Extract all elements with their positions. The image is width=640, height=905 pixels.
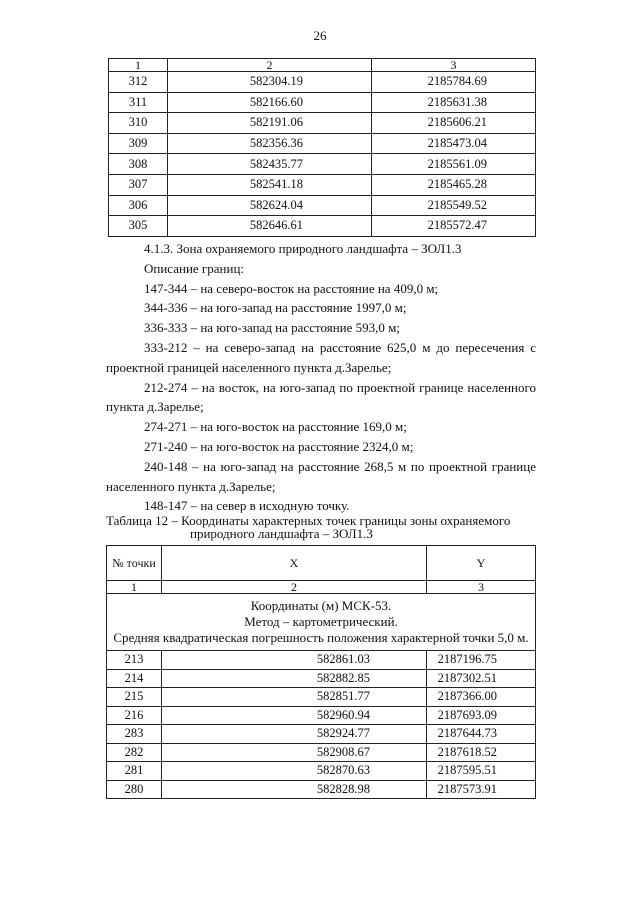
table-row	[109, 133, 536, 154]
point-number: 282	[107, 743, 162, 762]
point-number: 310	[109, 113, 168, 134]
boundary-item: 271-240 – на юго-восток на расстояние 2324,0 м;	[144, 438, 414, 454]
boundary-item: 344-336 – на юго-запад на расстояние 1997,0 м;	[144, 300, 407, 316]
table-row	[107, 780, 536, 799]
table-row	[109, 195, 536, 216]
table-row	[107, 725, 536, 744]
y-coordinate: 2187618.52	[427, 743, 536, 762]
boundary-item: 333-212 – на северо-запад на расстояние 625,0 м до пересечения с проектной границей населенного пункта д.Зарелье;	[106, 339, 536, 375]
note-line: Средняя квадратическая погрешность положения характерной точки 5,0 м.	[113, 630, 529, 645]
y-coordinate: 2185473.04	[372, 133, 536, 154]
boundary-label: Описание границ:	[144, 260, 245, 276]
point-number: 216	[107, 706, 162, 725]
table-row	[107, 762, 536, 781]
x-coordinate: 582870.63	[162, 762, 427, 781]
caption-line: природного ландшафта – ЗОЛ1.3	[190, 526, 373, 541]
column-number-row	[107, 581, 536, 594]
table-header-row	[107, 546, 536, 581]
x-coordinate: 582191.06	[168, 113, 372, 134]
table-row	[107, 669, 536, 688]
y-coordinate: 2185561.09	[372, 154, 536, 175]
table-header-row	[109, 59, 536, 72]
coordinates-table	[106, 545, 536, 799]
y-coordinate: 2185572.47	[372, 216, 536, 237]
header-cell: 3	[372, 59, 536, 72]
x-coordinate: 582861.03	[162, 651, 427, 670]
y-coordinate: 2185606.21	[372, 113, 536, 134]
x-coordinate: 582851.77	[162, 688, 427, 707]
point-number: 307	[109, 174, 168, 195]
boundary-item: 274-271 – на юго-восток на расстояние 169,0 м;	[144, 419, 407, 435]
section-title: 4.1.3. Зона охраняемого природного ландшафта – ЗОЛ1.3	[144, 241, 462, 256]
table-note	[107, 594, 536, 651]
column-number: 2	[162, 581, 427, 594]
table-note-row	[107, 594, 536, 651]
y-coordinate: 2185549.52	[372, 195, 536, 216]
point-number: 311	[109, 92, 168, 113]
table-row	[107, 743, 536, 762]
point-number: 214	[107, 669, 162, 688]
x-coordinate: 582882.85	[162, 669, 427, 688]
point-number: 280	[107, 780, 162, 799]
x-coordinate: 582646.61	[168, 216, 372, 237]
y-coordinate: 2187644.73	[427, 725, 536, 744]
point-number: 305	[109, 216, 168, 237]
column-number: 1	[107, 581, 162, 594]
y-column-header: Y	[427, 546, 536, 581]
y-coordinate: 2187302.51	[427, 669, 536, 688]
y-coordinate: 2187573.91	[427, 780, 536, 799]
table-row	[109, 174, 536, 195]
x-coordinate: 582960.94	[162, 706, 427, 725]
point-number: 312	[109, 72, 168, 93]
x-coordinate: 582828.98	[162, 780, 427, 799]
y-coordinate: 2187693.09	[427, 706, 536, 725]
note-line: Метод – картометрический.	[244, 614, 398, 629]
y-coordinate: 2185784.69	[372, 72, 536, 93]
table-row	[107, 688, 536, 707]
point-number: 213	[107, 651, 162, 670]
page-number: 26	[313, 28, 327, 43]
boundary-item: 240-148 – на юго-запад на расстояние 268,5 м по проектной границе населенного пункта д.Зарелье;	[106, 458, 536, 494]
point-number: 306	[109, 195, 168, 216]
x-coordinate: 582304.19	[168, 72, 372, 93]
y-coordinate: 2185631.38	[372, 92, 536, 113]
boundary-item: 147-344 – на северо-восток на расстояние на 409,0 м;	[144, 280, 439, 296]
x-coordinate: 582924.77	[162, 725, 427, 744]
point-number: 283	[107, 725, 162, 744]
column-number: 3	[427, 581, 536, 594]
y-coordinate: 2187595.51	[427, 762, 536, 781]
table-row	[107, 651, 536, 670]
table-row	[109, 72, 536, 93]
boundary-item: 148-147 – на север в исходную точку.	[144, 498, 350, 514]
table-caption	[106, 514, 576, 540]
boundary-item: 212-274 – на восток, на юго-запад по проектной границе населенного пункта д.Зарелье;	[106, 379, 536, 415]
y-coordinate: 2185465.28	[372, 174, 536, 195]
x-coordinate: 582166.60	[168, 92, 372, 113]
zone-description	[106, 239, 536, 516]
point-number: 308	[109, 154, 168, 175]
table-row	[109, 92, 536, 113]
x-coordinate: 582435.77	[168, 154, 372, 175]
x-coordinate: 582356.36	[168, 133, 372, 154]
table-row	[107, 706, 536, 725]
table-row	[109, 216, 536, 237]
table-row	[109, 113, 536, 134]
caption-line: Таблица 12 – Координаты характерных точек границы зоны охраняемого	[106, 513, 511, 528]
point-column-header: № точки	[107, 546, 162, 581]
header-cell: 2	[168, 59, 372, 72]
header-cell: 1	[109, 59, 168, 72]
x-coordinate: 582624.04	[168, 195, 372, 216]
x-coordinate: 582908.67	[162, 743, 427, 762]
x-column-header: X	[162, 546, 427, 581]
y-coordinate: 2187366.00	[427, 688, 536, 707]
boundary-item: 336-333 – на юго-запад на расстояние 593,0 м;	[144, 320, 400, 336]
point-number: 215	[107, 688, 162, 707]
point-number: 309	[109, 133, 168, 154]
y-coordinate: 2187196.75	[427, 651, 536, 670]
table-row	[109, 154, 536, 175]
coordinates-table-continued	[108, 58, 536, 237]
note-line: Координаты (м) МСК-53.	[250, 598, 392, 613]
x-coordinate: 582541.18	[168, 174, 372, 195]
point-number: 281	[107, 762, 162, 781]
